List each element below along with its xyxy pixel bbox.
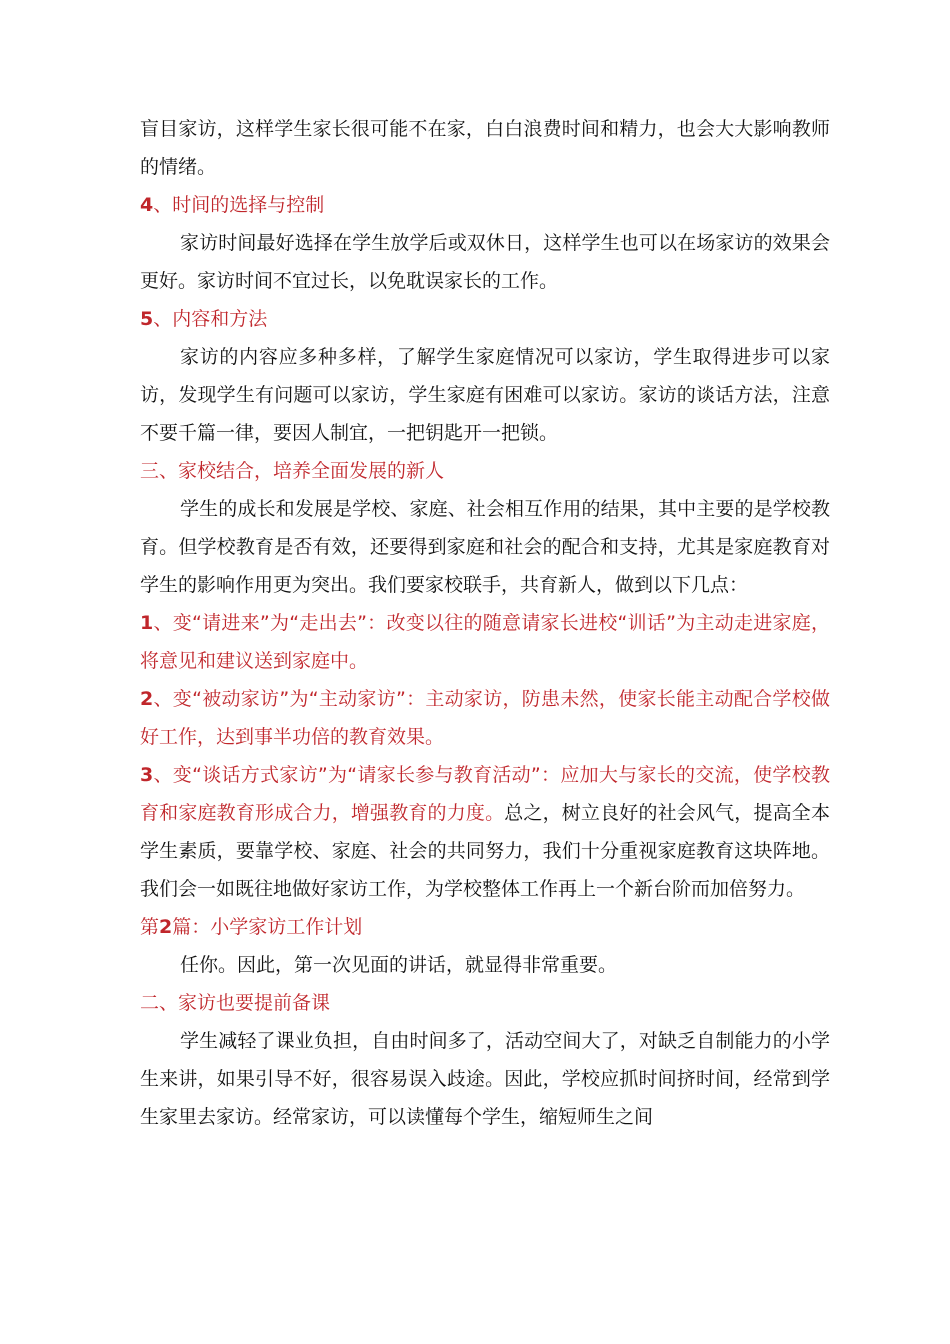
- heading-4-text: 、时间的选择与控制: [153, 194, 325, 216]
- paragraph-1: 盲目家访，这样学生家长很可能不在家，白白浪费时间和精力，也会大大影响教师的情绪。: [140, 118, 830, 178]
- list-item-3-body-text: 总之，树立良好的社会风气，提高全本学生素质，要靠学校、家庭、社会的共同努力，我们十分重视家庭教育这块阵地。我们会一如既往地做好家访工作，为学校整体工作再上一个新台阶而加倍努力。: [140, 802, 830, 900]
- paragraph-3: 家访的内容应多种多样，了解学生家庭情况可以家访，学生取得进步可以家访，发现学生有问题可以家访，学生家庭有困难可以家访。家访的谈话方法，注意不要千篇一律，要因人制宜，一把钥匙开一把锁。: [140, 346, 830, 444]
- paragraph-5: 任你。因此，第一次见面的讲话，就显得非常重要。: [180, 954, 618, 976]
- heading-4: [140, 186, 830, 224]
- part-2-title-text: 篇：小学家访工作计划: [172, 916, 363, 938]
- part-2-title: [140, 908, 830, 946]
- part-2-prefix: 第: [140, 916, 160, 938]
- heading-4-number: 4: [140, 194, 154, 216]
- list-item-3-number: 3: [140, 764, 154, 786]
- list-item-2-text: 、变“被动家访”为“主动家访”：主动家访，防患未然，使家长能主动配合学校做好工作，达到事半功倍的教育效果。: [140, 688, 830, 748]
- paragraph-6: 学生减轻了课业负担，自由时间多了，活动空间大了，对缺乏自制能力的小学生来讲，如果引导不好，很容易误入歧途。因此，学校应抓时间挤时间，经常到学生家里去家访。经常家访，可以读懂每个学生，缩短师生之间: [140, 1030, 830, 1128]
- heading-section-three: 三、家校结合，培养全面发展的新人: [140, 460, 445, 482]
- list-item-1: [140, 604, 830, 680]
- heading-5-number: 5: [140, 308, 154, 330]
- list-item-3-red-text: 、变“谈话方式家访”为“请家长参与教育活动”：应加大与家长的交流，使学校教育和家庭教育形成合力，增强教育的力度。: [140, 764, 830, 824]
- list-item-2: [140, 680, 830, 756]
- paragraph-4: 学生的成长和发展是学校、家庭、社会相互作用的结果，其中主要的是学校教育。但学校教育是否有效，还要得到家庭和社会的配合和支持，尤其是家庭教育对学生的影响作用更为突出。我们要家校联手，共育新人，做到以下几点：: [140, 498, 830, 596]
- list-item-3: [140, 756, 830, 908]
- heading-5-text: 、内容和方法: [153, 308, 268, 330]
- list-item-1-number: 1: [140, 612, 154, 634]
- document-page: [140, 110, 830, 1136]
- paragraph-2: 家访时间最好选择在学生放学后或双休日，这样学生也可以在场家访的效果会更好。家访时间不宜过长，以免耽误家长的工作。: [140, 232, 830, 292]
- heading-section-two: 二、家访也要提前备课: [140, 992, 331, 1014]
- heading-5: [140, 300, 830, 338]
- list-item-2-number: 2: [140, 688, 154, 710]
- list-item-1-text: 、变“请进来”为“走出去”：改变以往的随意请家长进校“训话”为主动走进家庭，将意见和建议送到家庭中。: [140, 612, 830, 672]
- part-2-number: 2: [159, 916, 173, 938]
